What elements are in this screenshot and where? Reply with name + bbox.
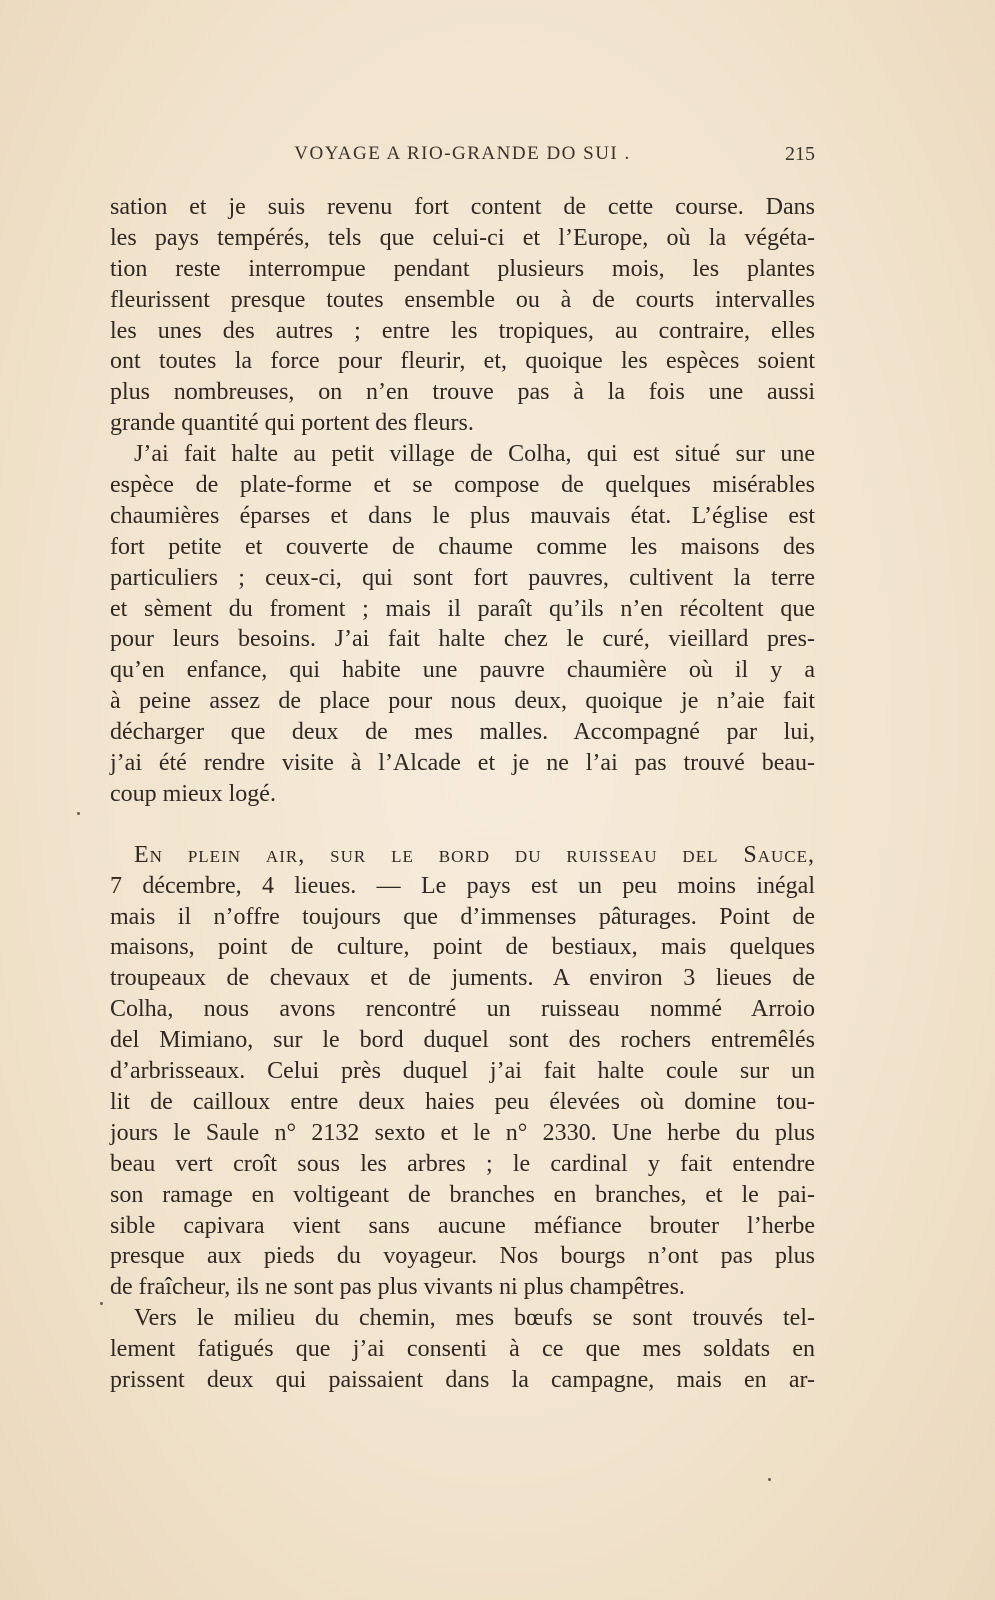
body-text: [110, 192, 815, 1396]
text-line: plus nombreuses, on n’en trouve pas à la fois une aussi: [110, 379, 815, 406]
text-line: lit de cailloux entre deux haies peu élevées où domine tou-: [110, 1088, 815, 1115]
section-spacer: [110, 810, 815, 840]
paper-speck: [768, 1478, 771, 1481]
text-line: mais il n’offre toujours que d’immenses pâturages. Point de: [110, 903, 815, 930]
text-line: qu’en enfance, qui habite une pauvre chaumière où il y a: [110, 657, 815, 684]
text-line: Colha, nous avons rencontré un ruisseau nommé Arroio: [110, 996, 815, 1023]
text-line: beau vert croît sous les arbres ; le cardinal y fait entendre: [110, 1150, 815, 1177]
text-line: del Mimiano, sur le bord duquel sont des rochers entremêlés: [110, 1027, 815, 1054]
text-line: prissent deux qui paissaient dans la campagne, mais en ar-: [110, 1366, 815, 1393]
text-line: J’ai fait halte au petit village de Colha, qui est situé sur une: [134, 441, 815, 468]
text-line: maisons, point de culture, point de bestiaux, mais quelques: [110, 934, 815, 961]
text-line: sible capivara vient sans aucune méfiance brouter l’herbe: [110, 1212, 815, 1239]
text-line: d’arbrisseaux. Celui près duquel j’ai fait halte coule sur un: [110, 1058, 815, 1085]
paragraph-1: [110, 192, 815, 439]
text-line: j’ai été rendre visite à l’Alcade et je ne l’ai pas trouvé beau-: [110, 750, 815, 777]
text-line: de fraîcheur, ils ne sont pas plus vivants ni plus champêtres.: [110, 1274, 685, 1301]
text-line: sation et je suis revenu fort content de cette course. Dans: [110, 194, 815, 220]
text-line: grande quantité qui portent des fleurs.: [110, 410, 474, 437]
running-head: VOYAGE A RIO-GRANDE DO SUI .: [294, 143, 631, 164]
text-line: à peine assez de place pour nous deux, quoique je n’aie fait: [110, 688, 815, 715]
page-number: 215: [785, 143, 815, 165]
paper-speck: [77, 812, 80, 815]
text-line: chaumières éparses et dans le plus mauvais état. L’église est: [110, 502, 815, 529]
text-line: ont toutes la force pour fleurir, et, quoique les espèces soient: [110, 348, 815, 375]
text-line: jours le Saule n° 2132 sexto et le n° 2330. Une herbe du plus: [110, 1119, 815, 1146]
text-line: son ramage en voltigeant de branches en branches, et le pai-: [110, 1181, 815, 1208]
text-line: troupeaux de chevaux et de juments. A environ 3 lieues de: [110, 965, 815, 992]
text-line: les pays tempérés, tels que celui-ci et l’Europe, où la végéta-: [110, 224, 815, 251]
text-line: particuliers ; ceux-ci, qui sont fort pauvres, cultivent la terre: [110, 564, 815, 591]
page-header: [110, 143, 815, 171]
paper-speck: [100, 1302, 103, 1305]
paragraph-2: [110, 439, 815, 810]
text-line: fort petite et couverte de chaume comme les maisons des: [110, 533, 815, 560]
paragraph-4: [110, 1303, 815, 1396]
paragraph-3: [110, 840, 815, 1303]
text-line: presque aux pieds du voyageur. Nos bourgs n’ont pas plus: [110, 1243, 815, 1270]
text-line: espèce de plate-forme et se compose de quelques misérables: [110, 472, 815, 499]
text-line: lement fatigués que j’ai consenti à ce que mes soldats en: [110, 1336, 815, 1363]
text-line: décharger que deux de mes malles. Accompagné par lui,: [110, 719, 815, 746]
text-line: coup mieux logé.: [110, 780, 276, 807]
text-line: Vers le milieu du chemin, mes bœufs se sont trouvés tel-: [134, 1305, 815, 1332]
text-line: les unes des autres ; entre les tropiques, au contraire, elles: [110, 317, 815, 344]
text-line: 7 décembre, 4 lieues. — Le pays est un peu moins inégal: [110, 872, 815, 899]
text-line: pour leurs besoins. J’ai fait halte chez le curé, vieillard pres-: [110, 626, 815, 653]
text-line: et sèment du froment ; mais il paraît qu’ils n’en récoltent que: [110, 595, 815, 622]
text-line: fleurissent presque toutes ensemble ou à de courts intervalles: [110, 286, 815, 313]
text-line: tion reste interrompue pendant plusieurs mois, les plantes: [110, 255, 815, 282]
section-heading-line: En plein air, sur le bord du ruisseau del Sauce,: [134, 841, 815, 868]
